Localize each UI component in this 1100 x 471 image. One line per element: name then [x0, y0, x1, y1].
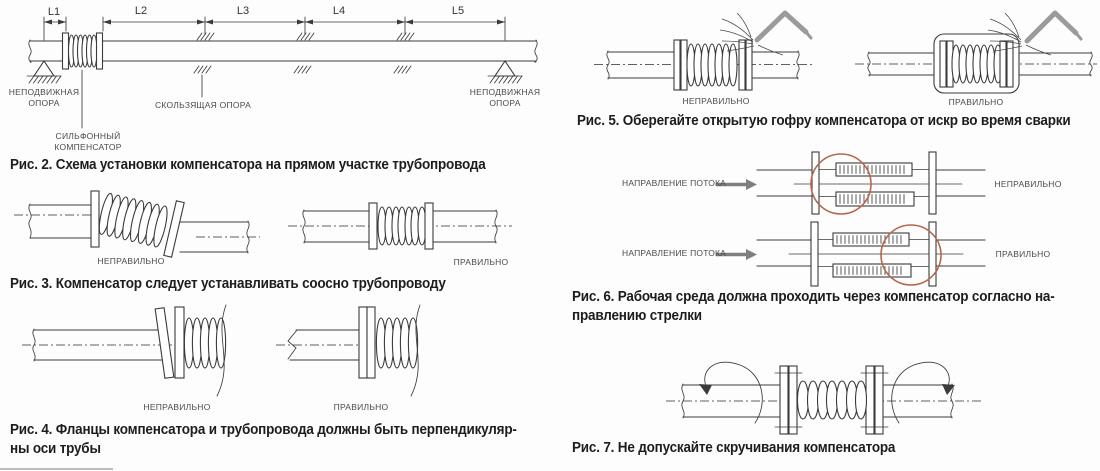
- fig3-right-label: ПРАВИЛЬНО: [453, 257, 509, 267]
- fig6-caption-line2: правлению стрелки: [572, 308, 702, 324]
- rotation-arrow-right: [892, 362, 955, 423]
- fig2-dimension-lines: [44, 17, 505, 40]
- fig5-wrong-drawing: [594, 13, 812, 90]
- fig4-diagram: [22, 305, 420, 396]
- rotation-arrow-left: [699, 362, 762, 423]
- fig4-right-drawing: [276, 305, 420, 396]
- dim-label-l1: L1: [47, 6, 61, 18]
- fig5-wrong-label: НЕПРАВИЛЬНО: [682, 96, 750, 106]
- flow-direction-label-bottom: НАПРАВЛЕНИЕ ПОТОКА: [622, 248, 727, 258]
- fig2-caption: Рис. 2. Схема установки компенсатора на прямом участке трубопровода: [10, 157, 486, 173]
- fixed-support-label-left: НЕПОДВИЖНАЯ ОПОРА: [8, 87, 80, 108]
- fig6-wrong-drawing: [716, 152, 985, 214]
- fig3-caption: Рис. 3. Компенсатор следует устанавливать соосно трубопроводу: [10, 276, 446, 292]
- fig4-caption-line1: Рис. 4. Фланцы компенсатора и трубопровода должны быть перпендикуляр-: [10, 422, 517, 438]
- bellows-compensator-label: СИЛЬФОННЫЙ КОМПЕНСАТОР: [54, 131, 122, 152]
- fig2-sliding-supports-top: [197, 33, 414, 40]
- fig7-bellows: [798, 381, 867, 419]
- sliding-support-label: СКОЛЬЗЯЩАЯ ОПОРА: [155, 100, 251, 110]
- welding-electrode-icon: [1027, 13, 1081, 41]
- fig2-fixed-support-right: [488, 61, 522, 83]
- fig6-wrong-label: НЕПРАВИЛЬНО: [994, 179, 1062, 189]
- fig4-wrong-drawing: [22, 305, 226, 396]
- fig2-fixed-support-left: [27, 61, 61, 83]
- fixed-support-label-right: НЕПОДВИЖНАЯ ОПОРА: [469, 87, 541, 108]
- fig3-wrong-drawing: [14, 191, 260, 257]
- fig6-right-drawing: [716, 222, 985, 286]
- fig5-diagram: [594, 13, 1097, 93]
- dim-label-l4: L4: [332, 5, 346, 17]
- fig2-bellows-compensator: [63, 33, 103, 69]
- fig4-caption-line2: ны оси трубы: [10, 441, 101, 457]
- fig5-caption: Рис. 5. Оберегайте открытую гофру компенсатора от искр во время сварки: [577, 113, 1071, 129]
- welding-electrode-icon: [757, 13, 811, 40]
- fig2-sliding-supports-bottom: [194, 66, 411, 97]
- fig6-diagram: [716, 152, 985, 286]
- fig5-right-label: ПРАВИЛЬНО: [948, 97, 1004, 107]
- fig3-wrong-label: НЕПРАВИЛЬНО: [97, 256, 165, 266]
- fig7-diagram: [666, 362, 982, 434]
- fig7-caption: Рис. 7. Не допускайте скручивания компенсатора: [572, 440, 896, 456]
- fig6-caption-line1: Рис. 6. Рабочая среда должна проходить через компенсатор согласно на-: [572, 289, 1055, 305]
- dim-label-l2: L2: [134, 5, 148, 17]
- fig3-right-drawing: [288, 203, 512, 249]
- fig6-right-label: ПРАВИЛЬНО: [995, 249, 1051, 259]
- fig4-right-label: ПРАВИЛЬНО: [333, 402, 389, 412]
- fig4-wrong-label: НЕПРАВИЛЬНО: [143, 402, 211, 412]
- dim-label-l3: L3: [236, 5, 250, 17]
- flow-direction-label-top: НАПРАВЛЕНИЕ ПОТОКА: [622, 178, 727, 188]
- fig2-diagram: [27, 17, 537, 128]
- fig5-right-drawing: [855, 13, 1097, 93]
- dim-label-l5: L5: [451, 5, 465, 17]
- fig3-diagram: [14, 191, 512, 257]
- scan-artifact-line: [0, 468, 113, 470]
